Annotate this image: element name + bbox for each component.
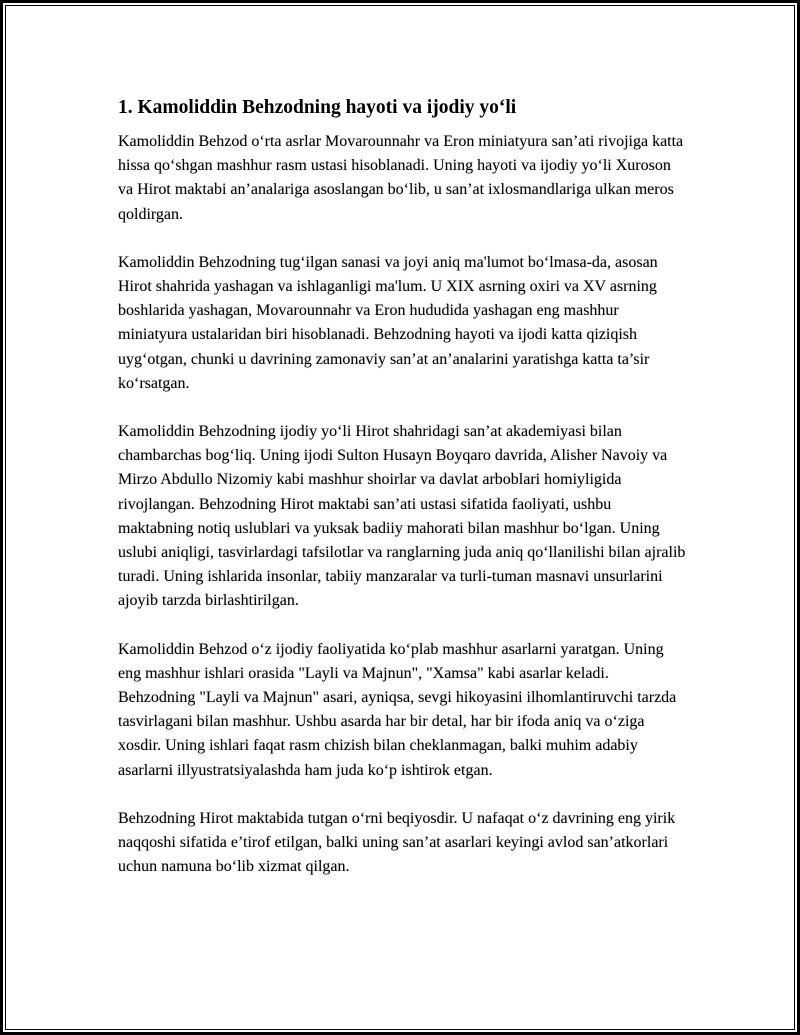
document-body [118, 94, 688, 879]
paragraph-1: Kamoliddin Behzod o‘rta asrlar Movarounnahr va Eron miniatyura san’ati rivojiga katta hissa qo‘shgan mashhur rasm ustasi hisoblanadi. Uning hayoti va ijodiy yo‘li Xuroson va Hirot maktabi an’analariga asoslangan bo‘lib, u san’at ixlosmandlariga ulkan meros qoldirgan. [118, 133, 684, 223]
section-title: 1. Kamoliddin Behzodning hayoti va ijodiy yo‘li [118, 97, 517, 118]
paragraph-4: Kamoliddin Behzod o‘z ijodiy faoliyatida ko‘plab mashhur asarlarni yaratgan. Uning eng mashhur ishlari orasida "Layli va Majnun", "Xamsa" kabi asarlar keladi. Behzodning "Layli va Majnun" asari, ayniqsa, sevgi hikoyasini ilhomlantiruvchi tarzda tasvirlagani bilan mashhur. Ushbu asarda har bir detal, har bir ifoda aniq va o‘ziga xosdir. Uning ishlari faqat rasm chizish bilan cheklanmagan, balki muhim adabiy asarlarni illyustratsiyalashda ham juda ko‘p ishtirok etgan. [118, 640, 677, 779]
paragraph-2: Kamoliddin Behzodning tug‘ilgan sanasi va joyi aniq ma'lumot bo‘lmasa-da, asosan Hirot shahrida yashagan va ishlaganligi ma'lum. U XIX asrning oxiri va XV asrning boshlarida yashagan, Movarounnahr va Eron hududida yashagan eng mashhur miniatyura ustalaridan biri hisoblanadi. Behzodning hayoti va ijodi katta qiziqish uyg‘otgan, chunki u davrining zamonaviy san’at an’analarini yaratishga katta ta’sir ko‘rsatgan. [118, 253, 658, 392]
paragraph-5: Behzodning Hirot maktabida tutgan o‘rni beqiyosdir. U nafaqat o‘z davrining eng yirik naqqoshi sifatida e’tirof etilgan, balki uning san’at asarlari keyingi avlod san’atkorlari uchun namuna bo‘lib xizmat qilgan. [118, 809, 676, 876]
paragraph-3: Kamoliddin Behzodning ijodiy yo‘li Hirot shahridagi san’at akademiyasi bilan chambarchas bog‘liq. Uning ijodi Sulton Husayn Boyqaro davrida, Alisher Navoiy va Mirzo Abdullo Nizomiy kabi mashhur shoirlar va davlat arboblari homiyligida rivojlangan. Behzodning Hirot maktabi san’ati ustasi sifatida faoliyati, ushbu maktabning notiq uslublari va yuksak badiiy mahorati bilan mashhur bo‘lgan. Uning uslubi aniqligi, tasvirlardagi tafsilotlar va ranglarning juda aniq qo‘llanilishi bilan ajralib turadi. Uning ishlarida insonlar, tabiiy manzaralar va turli-tuman masnavi unsurlarini ajoyib tarzda birlashtirilgan. [118, 423, 686, 610]
